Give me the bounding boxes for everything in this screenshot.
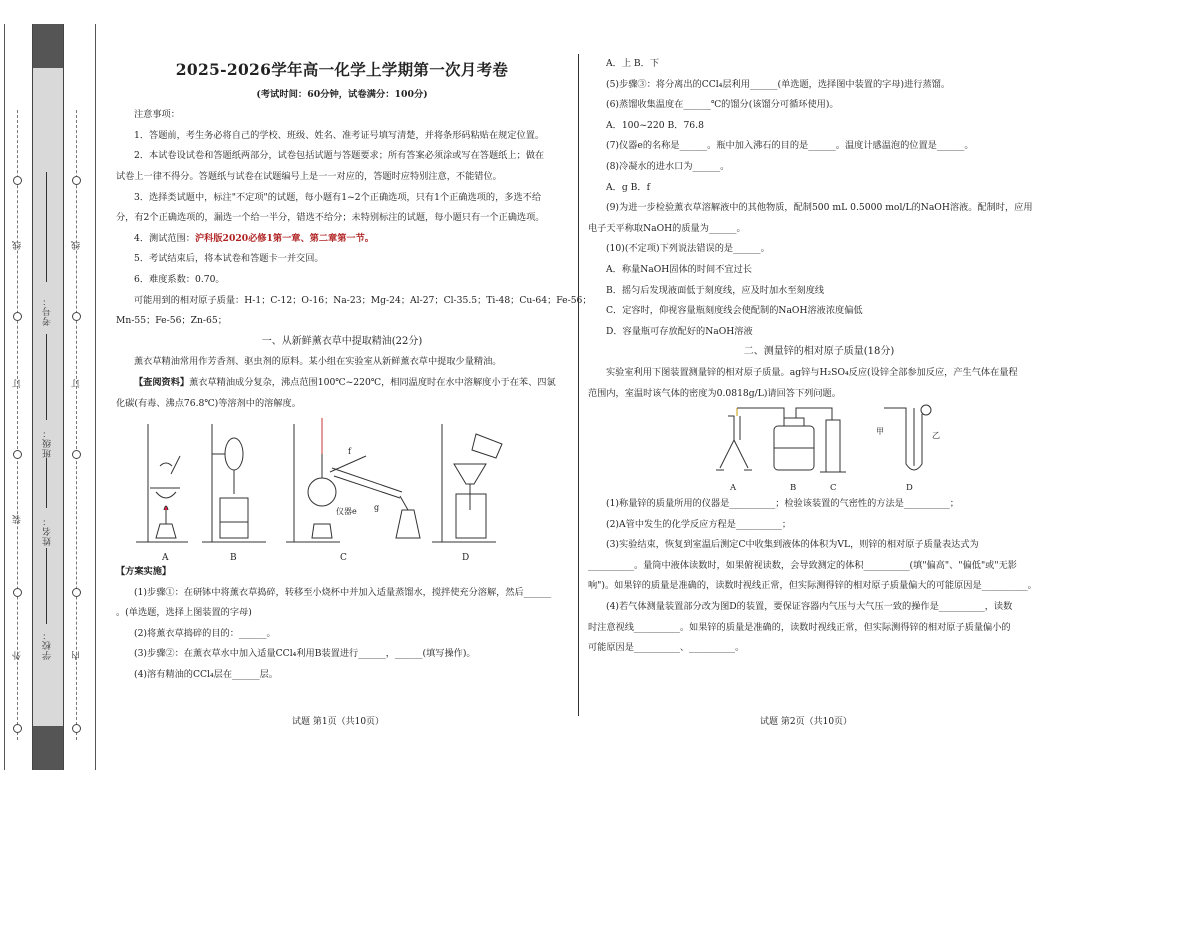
answer-options: A．g B．f xyxy=(606,181,650,193)
notes-heading: 注意事项： xyxy=(134,109,180,121)
class-field[interactable] xyxy=(46,334,47,420)
question-line: (4)溶有精油的CCl₄层在______层。 xyxy=(134,669,278,681)
atomic-mass-line: 可能用到的相对原子质量：H-1；C-12；O-16；Na-23；Mg-24；Al-27；Cl-35.5；Ti-48；Cu-64；Fe-56； xyxy=(134,294,592,306)
class-label: 班级： xyxy=(43,428,53,458)
gray-bar-top-cap xyxy=(33,24,63,68)
school-field[interactable] xyxy=(46,548,47,624)
cut-char: 装 xyxy=(13,514,23,524)
fig-label-C: C xyxy=(830,483,837,494)
question-line: 电子天平称取NaOH的质量为______。 xyxy=(588,222,746,234)
bind-circle xyxy=(13,724,22,733)
cut-line-inner xyxy=(76,110,77,740)
answer-option: B．摇匀后发现液面低于刻度线，应及时加水至刻度线 xyxy=(606,284,825,296)
question-line: (1)称量锌的质量所用的仪器是__________；检验该装置的气密性的方法是__________； xyxy=(606,498,959,510)
left-column xyxy=(116,54,592,686)
note-line: 2．本试卷设试卷和答题纸两部分，试卷包括试题与答题要求；所有答案必须涂或写在答题纸上；做在 xyxy=(134,150,545,162)
question-line: 。(单选题，选择上图装置的字母) xyxy=(116,607,252,619)
section-1-heading: 一、从新鲜薰衣草中提取精油(22分) xyxy=(261,335,423,347)
exam-title: 2025-2026学年高一化学上学期第一次月考卷 xyxy=(175,60,509,79)
scope-prefix: 4．测试范围： xyxy=(134,232,195,244)
question-line: (2)A管中发生的化学反应方程是__________； xyxy=(606,518,792,530)
question-line: (10)(不定项)下列说法错误的是______。 xyxy=(606,243,770,255)
section-2-heading: 二、测量锌的相对原子质量(18分) xyxy=(743,346,895,358)
question-line: 响")。如果锌的质量是准确的，读数时视线正常，但实际测得锌的相对原子质量偏大的可能原因是__________。 xyxy=(588,580,1037,592)
school-label: 学校： xyxy=(43,630,53,660)
fig-label-B: B xyxy=(790,483,797,494)
answer-options: A．上 B．下 xyxy=(606,58,660,69)
cut-char: 外 xyxy=(13,650,23,660)
fig-label-A: A xyxy=(730,483,737,494)
question-line: 可能原因是__________、__________。 xyxy=(588,642,745,654)
fig-label-instrument-e: 仪器e xyxy=(336,507,357,517)
scope-line xyxy=(116,229,568,250)
question-line: (5)步骤③：将分离出的CCl₄层利用______(单选题，选择图中装置的字母)进行蒸馏。 xyxy=(606,78,951,90)
note-line: 6．难度系数：0.70。 xyxy=(134,273,225,285)
answer-options: A．100~220 B．76.8 xyxy=(606,119,704,131)
bind-circle xyxy=(72,724,81,733)
bind-circle xyxy=(72,450,81,459)
answer-option: D．容量瓶可存放配好的NaOH溶液 xyxy=(606,325,753,337)
question-line: (4)若气体测量装置部分改为图D的装置，要保证容器内气压与大气压一致的操作是__________，读数 xyxy=(606,601,1013,613)
apparatus-figure-right xyxy=(588,404,1050,494)
question-line: __________。量筒中液体读数时，如果俯视读数，会导致测定的体积__________(填"偏高"、"偏低"或"无影 xyxy=(588,559,1017,571)
question-line: (2)将薰衣草捣碎的目的：______。 xyxy=(134,627,276,639)
answer-option: C．定容时，仰视容量瓶刻度线会使配制的NaOH溶液浓度偏低 xyxy=(606,305,863,317)
question-line: (1)步骤①：在研钵中将薰衣草捣碎，转移至小烧杯中并加入适量蒸馏水，搅拌使充分溶解，然后______ xyxy=(134,586,552,598)
note-line: 1．答题前，考生务必将自己的学校、班级、姓名、准考证号填写清楚，并将条形码粘贴在规定位置。 xyxy=(134,129,545,141)
name-label: 姓名： xyxy=(43,516,53,546)
cut-char: 订 xyxy=(13,378,23,388)
bind-circle xyxy=(13,176,22,185)
page-footer-left: 试题 第1页（共10页） xyxy=(292,717,385,727)
note-line: 5．考试结束后，将本试卷和答题卡一并交回。 xyxy=(134,253,324,265)
cut-line-outer xyxy=(17,110,18,740)
intro-line: 范围内，室温时该气体的密度为0.0818g/L)请回答下列问题。 xyxy=(588,387,841,399)
fig-label-yi: 乙 xyxy=(932,431,940,441)
reference-text: 薰衣草精油成分复杂，沸点范围100℃~220℃，相同温度时在水中溶解度小于在苯、四氯 xyxy=(189,376,556,388)
fig-label-B: B xyxy=(230,553,237,563)
question-line: (3)实验结束，恢复到室温后测定C中收集到液体的体积为VL，则锌的相对原子质量表达式为 xyxy=(606,539,979,551)
note-line: 3．选择类试题中，标注"不定项"的试题，每小题有1~2个正确选项，只有1个正确选项的，多选不给 xyxy=(134,191,542,203)
cut-char: 订 xyxy=(72,378,82,388)
answer-option: A．称量NaOH固体的时间不宜过长 xyxy=(606,263,752,275)
note-line: 试卷上一律不得分。答题纸与试卷在试题编号上是一一对应的，答题时应特别注意，不能错位。 xyxy=(116,170,502,182)
exam-subtitle: (考试时间：60分钟，试卷满分：100分) xyxy=(256,88,428,100)
gray-bar-bottom-cap xyxy=(33,726,63,770)
bind-circle xyxy=(13,312,22,321)
fig-label-D: D xyxy=(906,483,913,494)
zinc-apparatus-drawing xyxy=(588,404,1050,494)
cut-char: 线 xyxy=(72,240,82,250)
question-line: (9)为进一步检验薰衣草溶解液中的其他物质，配制500 mL 0.5000 mol/L的NaOH溶液。配制时，应用 xyxy=(606,202,1033,214)
fig-label-A: A xyxy=(162,553,169,563)
question-line: (3)步骤②：在薰衣草水中加入适量CCl₄利用B装置进行______，______(填写操作)。 xyxy=(134,648,476,660)
apparatus-drawing xyxy=(116,414,568,562)
reference-line xyxy=(116,373,568,394)
bind-circle xyxy=(72,312,81,321)
fig-label-f: f xyxy=(348,447,351,457)
reference-label: 【查阅资料】 xyxy=(134,376,190,388)
intro-line: 实验室利用下图装置测量锌的相对原子质量。ag锌与H₂SO₄反应(设锌全部参加反应，产生气体在量程 xyxy=(606,366,1018,378)
question-line: (7)仪器e的名称是______。瓶中加入沸石的目的是______。温度计感温泡的位置是______。 xyxy=(606,140,974,152)
exam-number-field[interactable] xyxy=(46,172,47,282)
note-line: 分，有2个正确选项的，漏选一个给一半分，错选不给分；未特别标注的试题，每小题只有一个正确选项。 xyxy=(116,212,545,224)
reference-line: 化碳(有毒、沸点76.8℃)等溶剂中的溶解度。 xyxy=(116,397,301,409)
fig-label-C: C xyxy=(340,553,347,563)
cut-char: 内 xyxy=(72,650,82,660)
apparatus-figure-left xyxy=(116,414,568,562)
atomic-mass-line: Mn-55；Fe-56；Zn-65； xyxy=(116,315,227,327)
bind-circle xyxy=(13,588,22,597)
cut-char: 线 xyxy=(13,240,23,250)
fig-label-jia: 甲 xyxy=(876,427,884,437)
bind-circle xyxy=(72,176,81,185)
right-column xyxy=(588,54,1050,659)
name-field[interactable] xyxy=(46,458,47,508)
bind-circle xyxy=(72,588,81,597)
intro-line: 薰衣草精油常用作芳香剂、驱虫剂的原料。某小组在实验室从新鲜薰衣草中提取少量精油。 xyxy=(134,356,502,368)
page-footer-right: 试题 第2页（共10页） xyxy=(760,717,853,727)
question-line: (6)蒸馏收集温度在______℃的馏分(该馏分可循环使用)。 xyxy=(606,99,839,111)
plan-label: 【方案实施】 xyxy=(116,566,172,578)
fig-label-D: D xyxy=(462,553,470,563)
scope-value: 沪科版2020必修1第一章、第二章第一节。 xyxy=(194,232,374,244)
bind-circle xyxy=(13,450,22,459)
question-line: 时注意视线__________。如果锌的质量是准确的，读数时视线正常，但实际测得锌的相对原子质量偏小的 xyxy=(588,621,1011,633)
column-divider xyxy=(578,54,579,716)
fig-label-g: g xyxy=(374,503,380,513)
exam-number-label: 考号： xyxy=(43,296,53,326)
question-line: (8)冷凝水的进水口为______。 xyxy=(606,160,730,172)
